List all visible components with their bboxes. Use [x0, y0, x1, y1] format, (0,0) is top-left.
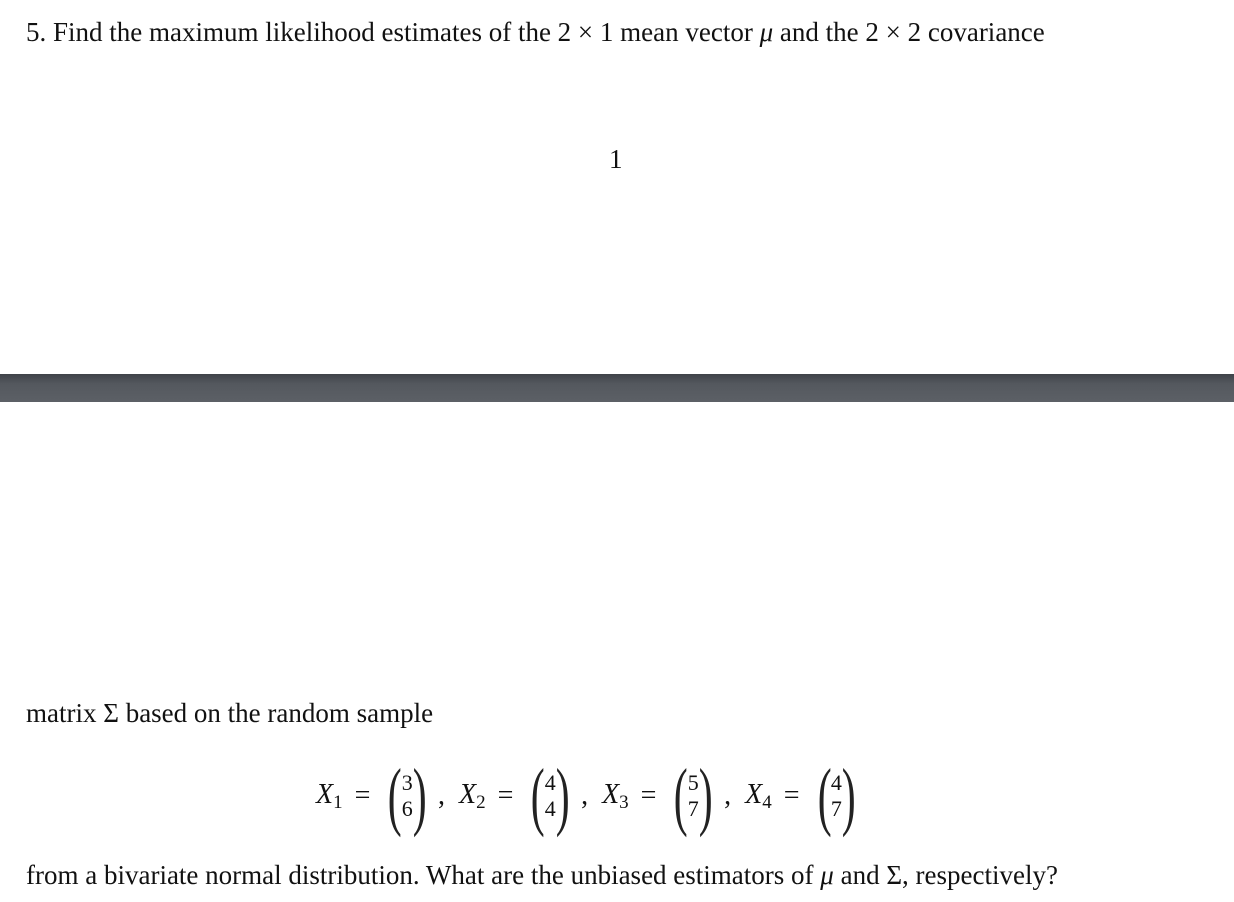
vector-term-3: [602, 754, 745, 838]
vector-top-value: 4: [830, 770, 842, 795]
left-paren: (: [531, 754, 546, 838]
page-number: 1: [609, 144, 623, 174]
vector-name: $X_2$: [459, 778, 486, 813]
mu-symbol: μ: [820, 860, 834, 890]
page-separator: [0, 374, 1234, 402]
right-paren: ): [412, 754, 427, 838]
left-paren: (: [674, 754, 689, 838]
right-paren: ): [841, 754, 856, 838]
equals-sign: =: [783, 780, 800, 811]
column-vector: [545, 770, 556, 822]
problem-text-prefix: from a bivariate normal distribution. What are the unbiased estimators of: [26, 860, 821, 890]
problem-text-suffix: and Σ, respectively?: [833, 860, 1058, 890]
comma: ,: [438, 780, 446, 811]
problem-statement-line-2: matrix Σ based on the random sample: [26, 698, 434, 728]
problem-statement-line-1: [26, 15, 1045, 49]
vector-top-value: 5: [687, 770, 699, 795]
right-paren: ): [698, 754, 713, 838]
right-paren: ): [555, 754, 570, 838]
comma: ,: [724, 780, 732, 811]
vector-term-1: [316, 754, 459, 838]
vector-top-value: 3: [401, 770, 413, 795]
column-vector: [688, 770, 699, 822]
vector-top-value: 4: [544, 770, 556, 795]
sample-equation: [316, 754, 861, 838]
equals-sign: =: [354, 780, 371, 811]
left-paren: (: [388, 754, 403, 838]
vector-bottom-value: 7: [687, 796, 699, 821]
vector-name: $X_3$: [602, 778, 629, 813]
vector-name: $X_4$: [745, 778, 772, 813]
problem-statement-line-3: [26, 858, 1058, 892]
vector-bottom-value: 4: [544, 796, 556, 821]
vector-term-2: [459, 754, 602, 838]
mu-symbol: μ: [759, 17, 774, 47]
comma: ,: [581, 780, 589, 811]
left-paren: (: [817, 754, 832, 838]
problem-text-prefix: 5. Find the maximum likelihood estimates of the 2 × 1 mean vector: [26, 17, 760, 47]
equals-sign: =: [497, 780, 514, 811]
vector-bottom-value: 7: [830, 796, 842, 821]
problem-text-suffix: and the 2 × 2 covariance: [773, 17, 1045, 47]
vector-term-4: [745, 754, 861, 838]
vector-bottom-value: 6: [401, 796, 413, 821]
equals-sign: =: [640, 780, 657, 811]
vector-name: $X_1$: [316, 778, 343, 813]
column-vector: [402, 770, 413, 822]
column-vector: [831, 770, 842, 822]
